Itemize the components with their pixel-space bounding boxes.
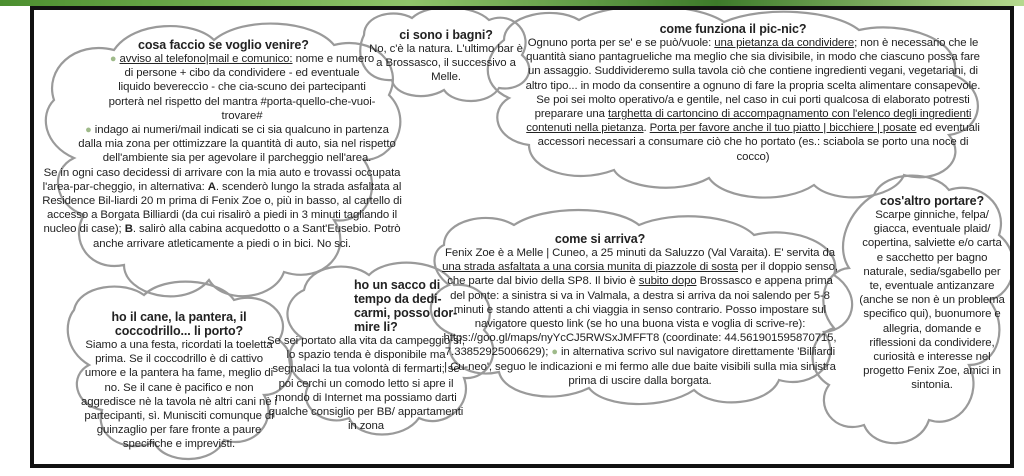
section-altro <box>859 194 1005 393</box>
picnic-text-1: Ognuno porta per se' e se può/vuole: <box>527 37 712 49</box>
option-a-text: . scenderò lungo la strada asfaltata al Residence Bil-liardi 20 m prima di Fenix Zoe o, più in basso, al cartello di accesso a Borgata Billiardi (da cui risalirò a piedi in 3 minuti tagliando il nucleo di case); <box>42 180 402 236</box>
parking-lead: Se in ogni caso decidessi di arrivare con la mia auto e trovassi occupata l'area-par-cheggio, in alternativa: <box>42 166 401 193</box>
option-a-label: A <box>207 180 216 193</box>
arriva-text-1: Fenix Zoe è a Melle | Cuneo, a 25 minuti da Saluzzo (Val Varaita). E' servita da <box>445 247 835 259</box>
picnic-text-4: ed eventuali accessori necessari a consumare ciò che ho portato (es.: sciabola se porto una noce di cocco) <box>537 122 980 163</box>
picnic-highlight-tableware: Porta per favore anche il tuo piatto | bicchiere | posate <box>649 122 917 135</box>
section-text: Siamo a una festa, ricordati la toeletta prima. Se il coccodrillo è di cattivo umore e la pantera ha fame, meglio di no. Se il cane è pacifico e non aggredisce nè la tavola nè altri cani nè i partecipanti, sì. Munisciti comunque di guinzaglio per fare fronte a paure specifiche e imprevisti. <box>81 339 277 451</box>
bullet-icon: ● <box>85 124 92 137</box>
bullet-icon: ● <box>551 346 558 359</box>
section-title: cos'altro portare? <box>880 194 984 208</box>
section-bagni <box>366 28 526 85</box>
section-title: ho un sacco di tempo da dedi-carmi, posso dor-mire li? <box>354 278 458 334</box>
section-picnic <box>522 22 984 164</box>
section-title: ho il cane, la pantera, il coccodrillo... li porto? <box>111 310 247 338</box>
option-b-text: . salirò alla cabina acquedotto o a Sant'Eusebio. Potrò anche arrivare atleticamente a piedi o in bici. No sci. <box>93 223 401 250</box>
arriva-highlight-road: una strada asfaltata a una corsia munita di piazzole di sosta <box>442 261 739 274</box>
arriva-highlight-after: subito dopo <box>638 275 697 288</box>
section-text <box>38 52 406 123</box>
section-title: come funziona il pic-nic? <box>659 22 807 36</box>
section-title: cosa faccio se voglio venire? <box>138 38 309 52</box>
carpool-text: indago ai numeri/mail indicati se ci sia qualcuno in partenza dalla mia zona per ottimizzare la quantità di auto, sia nel rispetto dell'ambiente sia per agevolare il parcheggio nell'area. <box>78 124 396 165</box>
section-title: come si arriva? <box>554 232 646 246</box>
arriva-text-2: per il doppio senso, che parte dal bivio della SP8. Il bivio è <box>447 261 838 288</box>
section-text <box>38 166 406 251</box>
section-text: No, c'è la natura. L'ultimo bar è a Brossasco, il successivo a Melle. <box>369 43 523 84</box>
section-title: ci sono i bagni? <box>399 28 493 42</box>
bullet-icon: ● <box>109 53 117 65</box>
arriva-text-4: in alternativa scrivo sul navigatore direttamente 'Billiardi | Cu-neo', seguo le indicazioni e mi fermo alle due baite visibili sulla mia sinistra prima di uscire dalla borgata. <box>444 346 836 387</box>
picnic-highlight-dish: una pietanza da condividere <box>714 37 855 49</box>
section-cosa-faccio <box>38 38 406 251</box>
section-arriva <box>442 232 838 388</box>
section-text: Se sei portato alla vita da campeggio sì, lo spazio tenda è disponibile ma segnalaci la tua volontà di fermarti; se poi cerchi un comodo letto si apre il mondo di Internet ma possiamo darti qualche consiglio per BB/ appartamenti in zona <box>267 335 465 433</box>
picnic-highlight-label: targhetta di cartoncino di accompagnamento con l'elenco degli ingredienti contenuti nella pietanza <box>526 108 972 135</box>
picnic-text-3: . <box>643 122 650 135</box>
flyer-frame <box>30 6 1014 468</box>
section-text <box>38 123 406 166</box>
option-b-label: B <box>124 223 133 236</box>
arriva-text-3: Brossasco e appena prima del ponte: a sinistra si va in Valmala, a destra si arriva da noi salendo per 5-8 minuti e stando attenti a chi viaggia in senso contrario. Posso impostare sul navigatore questo link (se ho una buona vista e voglia di scrive-re): https://goo.gl/maps/nyYcCJ5RWSxJMFFT8 (coordinate: 44.561901595870715, 7.33852925006629); <box>443 275 837 359</box>
contact-instruction: avviso al telefono|mail e comunico: <box>119 53 293 65</box>
contact-details: nome e numero di persone + cibo da condividere - ed eventuale liquido bevereccìo - che cia-scuno dei partecipanti porterà nel rispetto del mantra #porta-quello-che-vuoi-trovare# <box>108 53 376 122</box>
picnic-text-2: ; non è necessario che le quantità siano pantagrueliche ma meglio che sia divisibile, in modo che ciascuno possa fare un assaggio. Suddivideremo sulla tavola ciò che contiene ingredienti vegani, vegetariani, di altro tipo... in modo da consentire a ognuno di fare la propria scelta alimentare consapevole. Se poi sei molto operativo/a e gentile, nel caso in cui porti qualcosa di elaborato potresti preparare una <box>525 37 981 121</box>
section-cane <box>74 310 284 452</box>
section-text <box>522 36 984 164</box>
section-text: Scarpe ginniche, felpa/ giacca, eventuale plaid/ copertina, salviette e/o carta e sacchetto per bagno naturale, sedia/sgabello per te, eventuale antizanzare (anche se non è un problema specifico qui), buonumore e allegria, domande e riflessioni da condividere, curiosità e interesse nel progetto Fenix Zoe, amici in sintonia. <box>859 209 1005 392</box>
section-text <box>442 246 838 388</box>
section-dormire <box>264 278 468 433</box>
